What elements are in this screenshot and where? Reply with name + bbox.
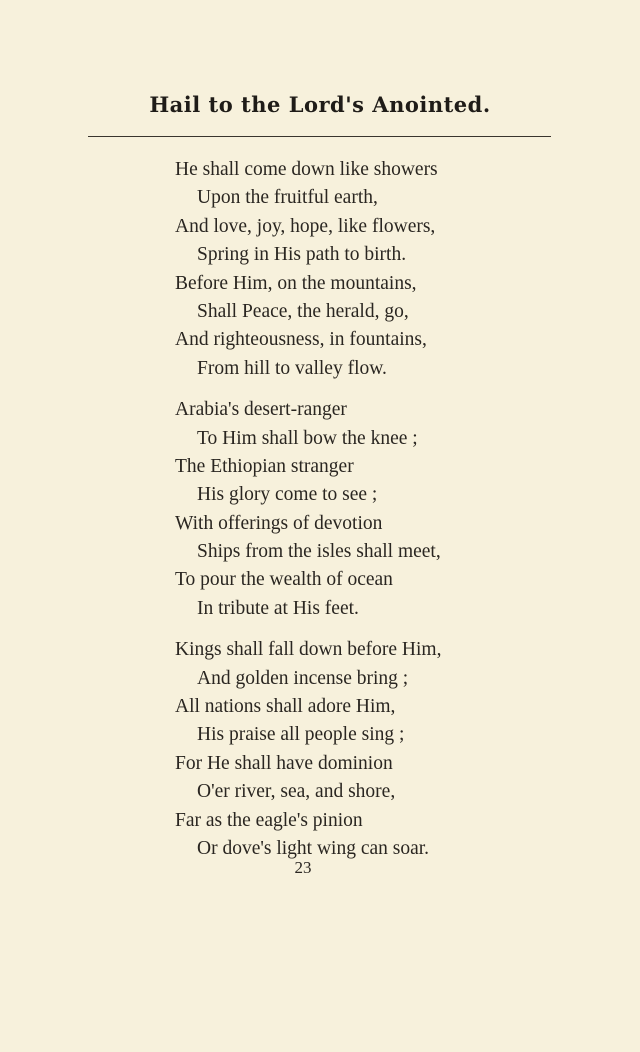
running-head-title: Hail to the Lord's Anointed.: [149, 92, 491, 117]
stanza-2: [175, 396, 575, 623]
header-rule: [88, 136, 551, 137]
stanza-3: [175, 636, 575, 863]
poem-line: To Him shall bow the knee ;: [197, 427, 418, 449]
poem-line: Far as the eagle's pinion: [175, 809, 363, 831]
poem-line: And golden incense bring ;: [197, 667, 409, 689]
stanza-1: [175, 156, 575, 383]
poem-line: Kings shall fall down before Him,: [175, 639, 442, 661]
poem-line: To pour the wealth of ocean: [175, 569, 393, 591]
poem-line: And love, joy, hope, like flowers,: [175, 215, 436, 237]
poem-line: And righteousness, in fountains,: [175, 329, 427, 351]
poem-line: For He shall have dominion: [175, 752, 393, 774]
poem-line: His praise all people sing ;: [197, 724, 405, 746]
poem-line: Spring in His path to birth.: [197, 244, 407, 266]
poem-line: He shall come down like showers: [175, 159, 438, 180]
poem-line: Upon the fruitful earth,: [197, 187, 378, 209]
poem-line: All nations shall adore Him,: [175, 696, 396, 718]
poem-line: The Ethiopian stranger: [175, 455, 354, 477]
poem-line: Ships from the isles shall meet,: [197, 541, 441, 563]
poem-line: With offerings of devotion: [175, 512, 383, 534]
poem-line: Or dove's light wing can soar.: [197, 837, 430, 859]
poem-line: Before Him, on the mountains,: [175, 272, 417, 294]
poem-line: His glory come to see ;: [197, 484, 378, 506]
poem-body: [175, 156, 575, 876]
poem-line: From hill to valley flow.: [197, 357, 387, 379]
page-number: 23: [294, 858, 312, 877]
poem-line: Shall Peace, the herald, go,: [197, 300, 409, 322]
poem-line: In tribute at His feet.: [197, 597, 359, 619]
poem-line: O'er river, sea, and shore,: [197, 781, 396, 803]
poem-line: Arabia's desert-ranger: [175, 399, 347, 421]
